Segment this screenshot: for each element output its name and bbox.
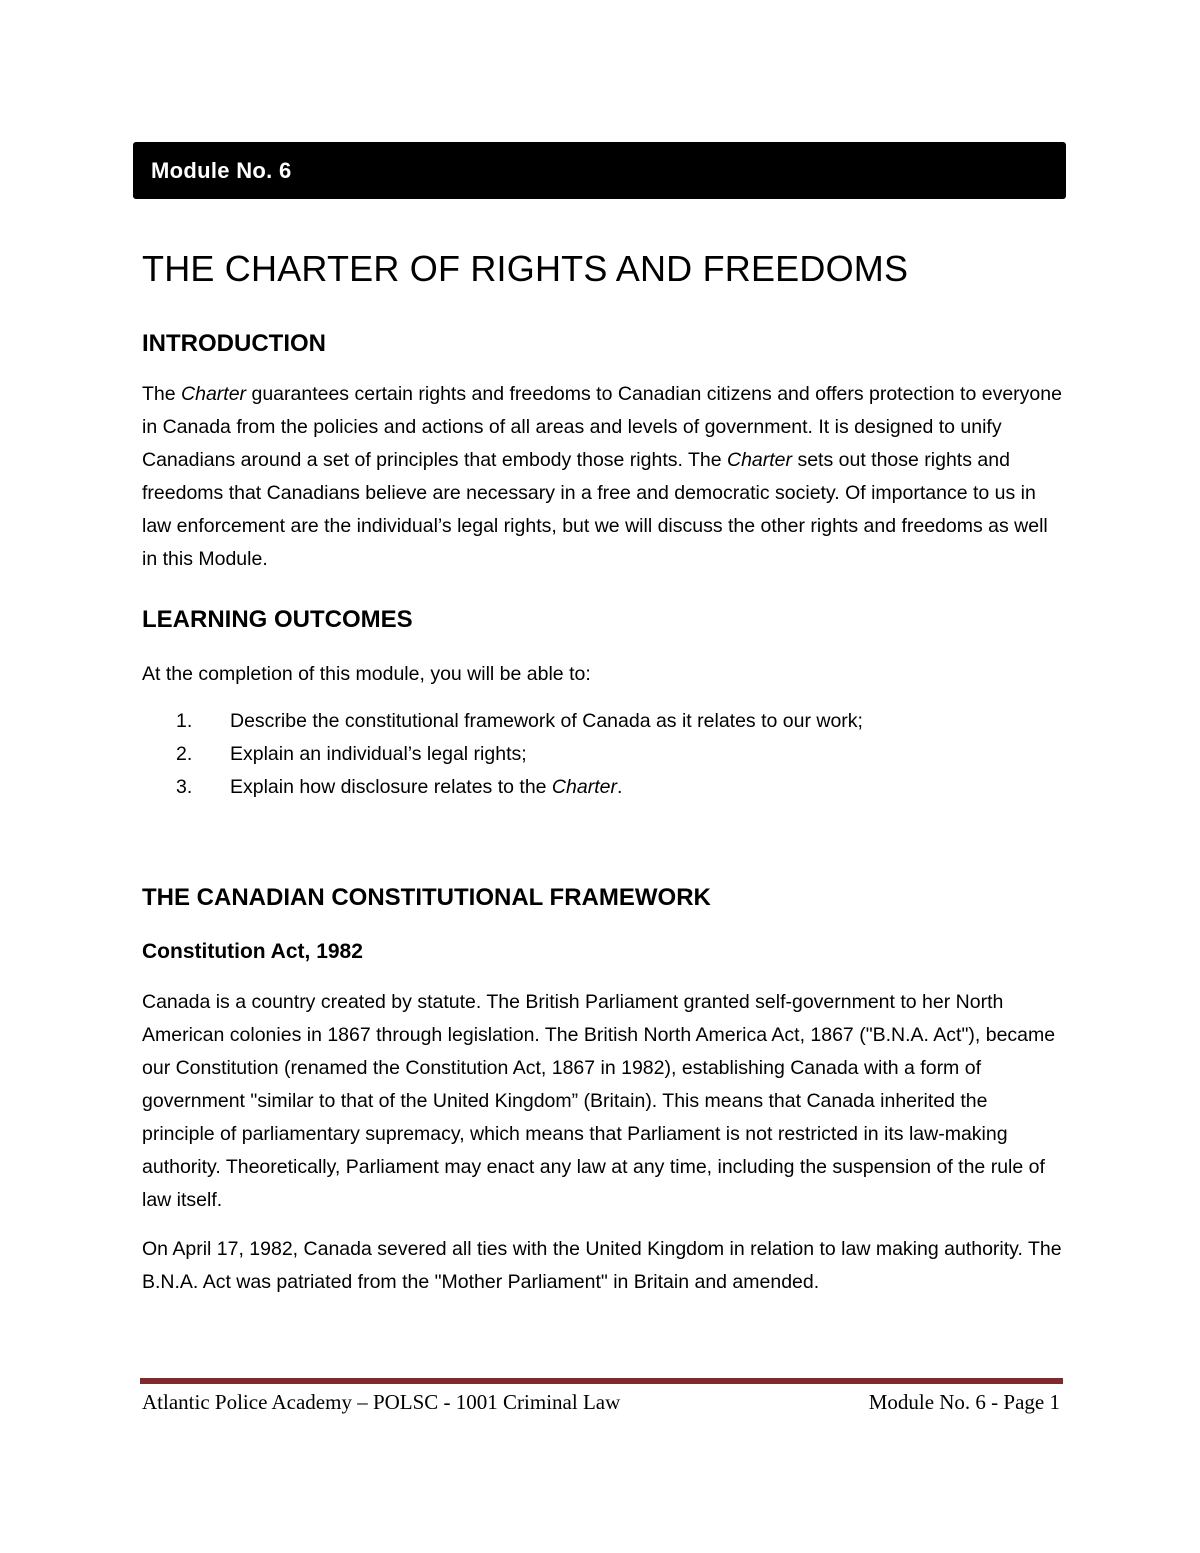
charter-italic-1: Charter: [181, 383, 247, 405]
charter-italic-2: Charter: [727, 449, 793, 471]
introduction-heading: INTRODUCTION: [142, 330, 326, 357]
list-item-text: Explain an individual’s legal rights;: [230, 743, 527, 765]
constitution-act-subheading: Constitution Act, 1982: [142, 940, 363, 963]
module-label: Module No. 6: [151, 157, 292, 183]
learning-outcomes-lead: At the completion of this module, you will be able to:: [142, 663, 591, 685]
learning-outcomes-list: [142, 705, 1062, 804]
framework-heading: THE CANADIAN CONSTITUTIONAL FRAMEWORK: [142, 884, 711, 911]
framework-paragraph-2: On April 17, 1982, Canada severed all ties with the United Kingdom in relation to law making authority. The B.N.A. Act was patriated from the "Mother Parliament" in Britain and amended.: [142, 1238, 1062, 1293]
footer-page-number: Module No. 6 - Page 1: [868, 1390, 1060, 1414]
list-item: [142, 738, 1062, 771]
list-item: [142, 705, 1062, 738]
introduction-paragraph: [142, 378, 1062, 576]
framework-paragraph-1: Canada is a country created by statute. The British Parliament granted self-government to her North American colonies in 1867 through legislation. The British North America Act, 1867 ("B.N.A. Act"), became our Constitution (renamed the Constitution Act, 1867 in 1982), establishing Canada with a form of government "similar to that of the United Kingdom” (Britain). This means that Canada inherited the principle of parliamentary supremacy, which means that Parliament is not restricted in its law-making authority. Theoretically, Parliament may enact any law at any time, including the suspension of the rule of law itself.: [142, 991, 1056, 1211]
footer-course: Atlantic Police Academy – POLSC - 1001 Criminal Law: [142, 1390, 621, 1414]
page-content: [142, 246, 1062, 1299]
module-header-bar: [133, 142, 1066, 199]
list-item-number: 1.: [176, 710, 193, 732]
page-footer: [142, 1388, 1060, 1416]
document-title: THE CHARTER OF RIGHTS AND FREEDOMS: [142, 248, 909, 289]
intro-text-3: sets out those rights and freedoms that Canadians believe are necessary in a free and democratic society. Of importance to us in law enforcement are the individual’s legal rights, but we will discuss the other rights and freedoms as well in this Module.: [142, 449, 1048, 570]
list-item-text-end: .: [616, 776, 623, 798]
list-item-number: 2.: [176, 743, 193, 765]
intro-text-2: guarantees certain rights and freedoms to Canadian citizens and offers protection to everyone in Canada from the policies and actions of all areas and levels of government. It is designed to unify Canadians around a set of principles that embody those rights. The: [142, 383, 1062, 471]
list-item-text-start: Explain how disclosure relates to the: [230, 776, 552, 798]
learning-outcomes-heading: LEARNING OUTCOMES: [142, 606, 413, 633]
list-item-number: 3.: [176, 776, 193, 798]
list-item-text: Describe the constitutional framework of Canada as it relates to our work;: [230, 710, 863, 732]
intro-text-1: The: [142, 383, 182, 405]
list-item: [142, 771, 1062, 804]
list-item-text: [230, 771, 622, 804]
charter-italic-3: Charter: [551, 776, 617, 798]
footer-rule: [140, 1378, 1063, 1384]
